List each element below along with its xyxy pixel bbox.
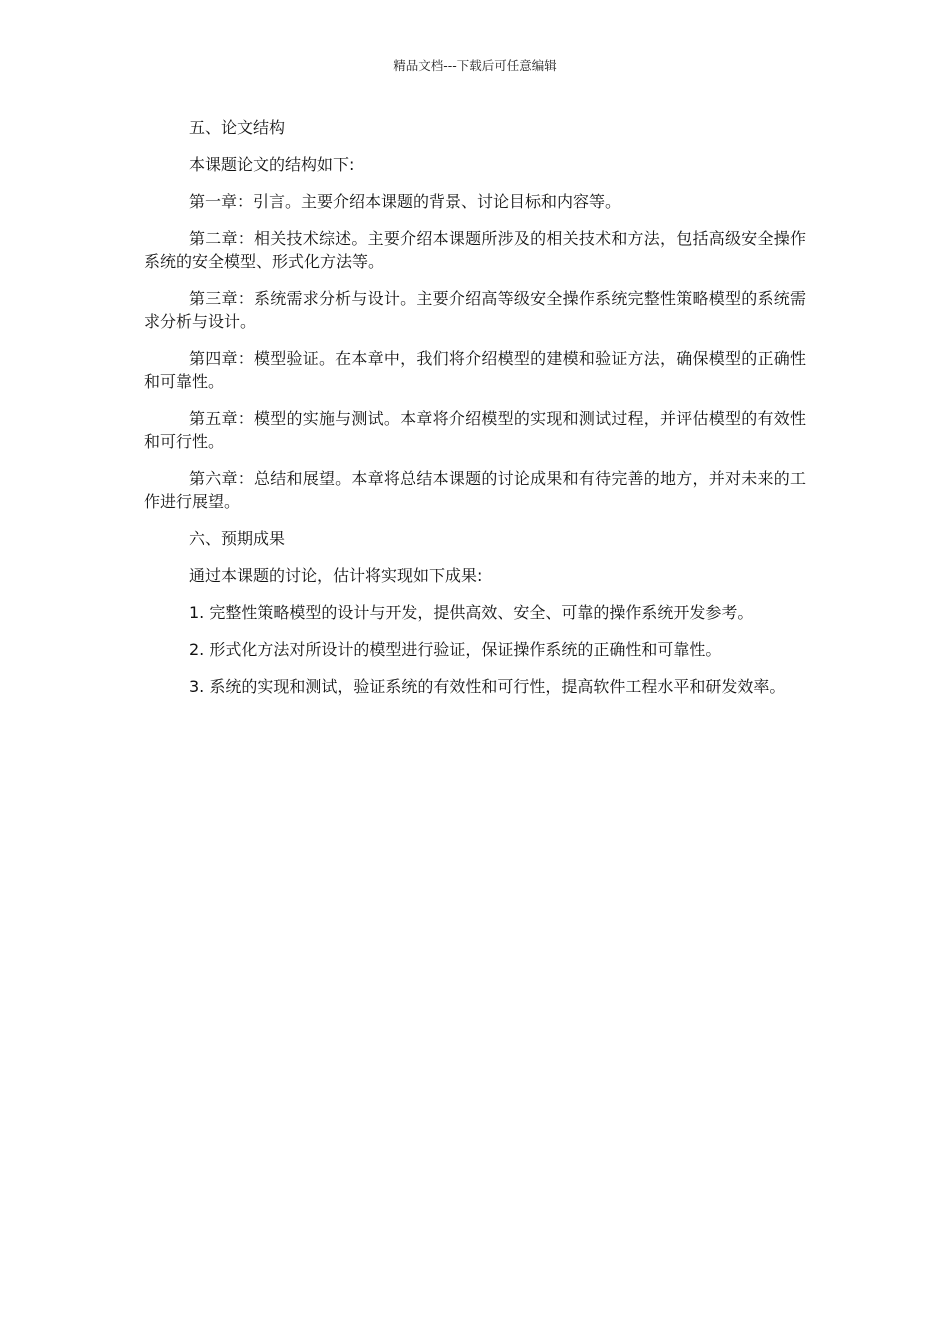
paragraph-chapter-2: 第二章：相关技术综述。主要介绍本课题所涉及的相关技术和方法，包括高级安全操作系统的安全模型、形式化方法等。 [144, 229, 806, 271]
list-item-result-3: 3. 系统的实现和测试，验证系统的有效性和可行性，提高软件工程水平和研发效率。 [189, 677, 786, 696]
paragraph-chapter-1: 第一章：引言。主要介绍本课题的背景、讨论目标和内容等。 [189, 192, 622, 211]
paragraph-chapter-4: 第四章：模型验证。在本章中，我们将介绍模型的建模和验证方法，确保模型的正确性和可靠性。 [144, 349, 806, 391]
section-heading-structure: 五、论文结构 [189, 118, 286, 137]
paragraph-chapter-6: 第六章：总结和展望。本章将总结本课题的讨论成果和有待完善的地方，并对未来的工作进行展望。 [144, 469, 806, 511]
page-header: 精品文档---下载后可任意编辑 [393, 58, 557, 73]
paragraph-chapter-5: 第五章：模型的实施与测试。本章将介绍模型的实现和测试过程，并评估模型的有效性和可行性。 [144, 409, 806, 451]
paragraph-chapter-3: 第三章：系统需求分析与设计。主要介绍高等级安全操作系统完整性策略模型的系统需求分析与设计。 [144, 289, 806, 331]
document-body [144, 116, 806, 712]
list-item-result-1: 1. 完整性策略模型的设计与开发，提供高效、安全、可靠的操作系统开发参考。 [189, 603, 754, 622]
paragraph-results-intro: 通过本课题的讨论，估计将实现如下成果: [189, 566, 483, 585]
paragraph-structure-intro: 本课题论文的结构如下: [189, 155, 355, 174]
section-heading-expected-results: 六、预期成果 [189, 529, 286, 548]
list-item-result-2: 2. 形式化方法对所设计的模型进行验证，保证操作系统的正确性和可靠性。 [189, 640, 722, 659]
